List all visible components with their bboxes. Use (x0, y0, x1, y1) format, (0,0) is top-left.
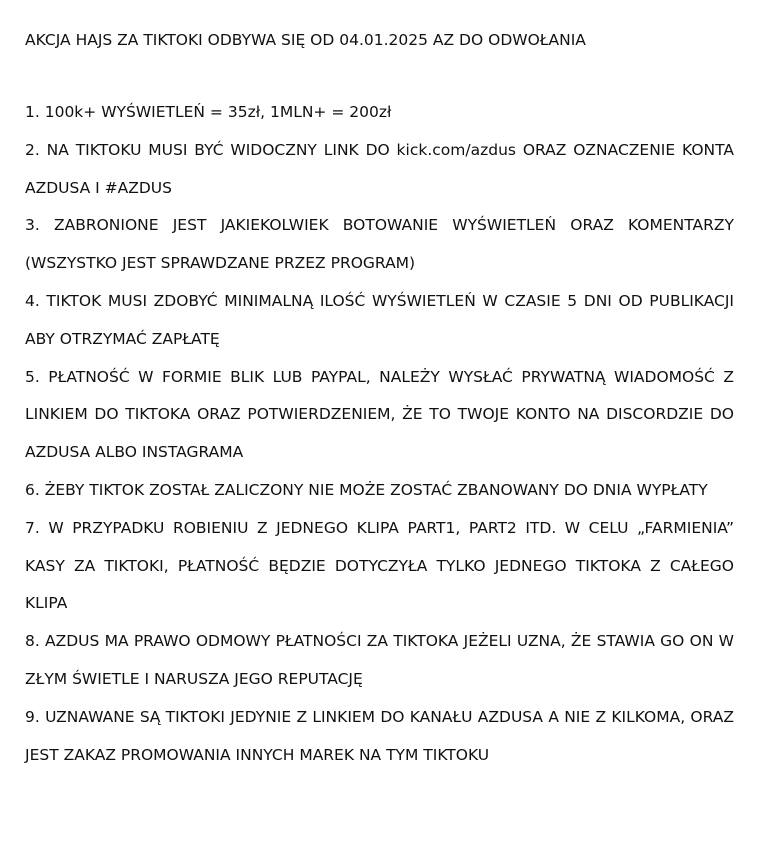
rule-2: 2. NA TIKTOKU MUSI BYĆ WIDOCZNY LINK DO kick.com/azdus ORAZ OZNACZENIE KONTA AZDUSA I #AZDUS (25, 140, 734, 197)
rule-6: 6. ŻEBY TIKTOK ZOSTAŁ ZALICZONY NIE MOŻE ZOSTAĆ ZBANOWANY DO DNIA WYPŁATY (25, 480, 708, 499)
rule-8: 8. AZDUS MA PRAWO ODMOWY PŁATNOŚCI ZA TIKTOKA JEŻELI UZNA, ŻE STAWIA GO ON W ZŁYM ŚWIETLE I NARUSZA JEGO REPUTACJĘ (25, 632, 734, 688)
rule-9: 9. UZNAWANE SĄ TIKTOKI JEDYNIE Z LINKIEM DO KANAŁU AZDUSA A NIE Z KILKOMA, ORAZ JEST ZAKAZ PROMOWANIA INNYCH MAREK NA TYM TIKTOKU (25, 707, 734, 764)
rule-1: 1. 100k+ WYŚWIETLEŃ = 35zł, 1MLN+ = 200zł (25, 103, 392, 121)
rule-5: 5. PŁATNOŚĆ W FORMIE BLIK LUB PAYPAL, NALEŻY WYSŁAĆ PRYWATNĄ WIADOMOŚĆ Z LINKIEM DO TIKTOKA ORAZ POTWIERDZENIEM, ŻE TO TWOJE KONTO NA DISCORDZIE DO AZDUSA ALBO INSTAGRAMA (25, 367, 734, 462)
document-title: AKCJA HAJS ZA TIKTOKI ODBYWA SIĘ OD 04.01.2025 AZ DO ODWOŁANIA (25, 31, 586, 49)
rule-7: 7. W PRZYPADKU ROBIENIU Z JEDNEGO KLIPA PART1, PART2 ITD. W CELU „FARMIENIA” KASY ZA TIKTOKI, PŁATNOŚĆ BĘDZIE DOTYCZYŁA TYLKO JEDNEGO TIKTOKA Z CAŁEGO KLIPA (25, 518, 734, 613)
rules-list (25, 94, 734, 774)
rule-4: 4. TIKTOK MUSI ZDOBYĆ MINIMALNĄ ILOŚĆ WYŚWIETLEŃ W CZASIE 5 DNI OD PUBLIKACJI ABY OTRZYMAĆ ZAPŁATĘ (25, 291, 734, 348)
rule-3: 3. ZABRONIONE JEST JAKIEKOLWIEK BOTOWANIE WYŚWIETLEŃ ORAZ KOMENTARZY (WSZYSTKO JEST SPRAWDZANE PRZEZ PROGRAM) (25, 216, 734, 273)
